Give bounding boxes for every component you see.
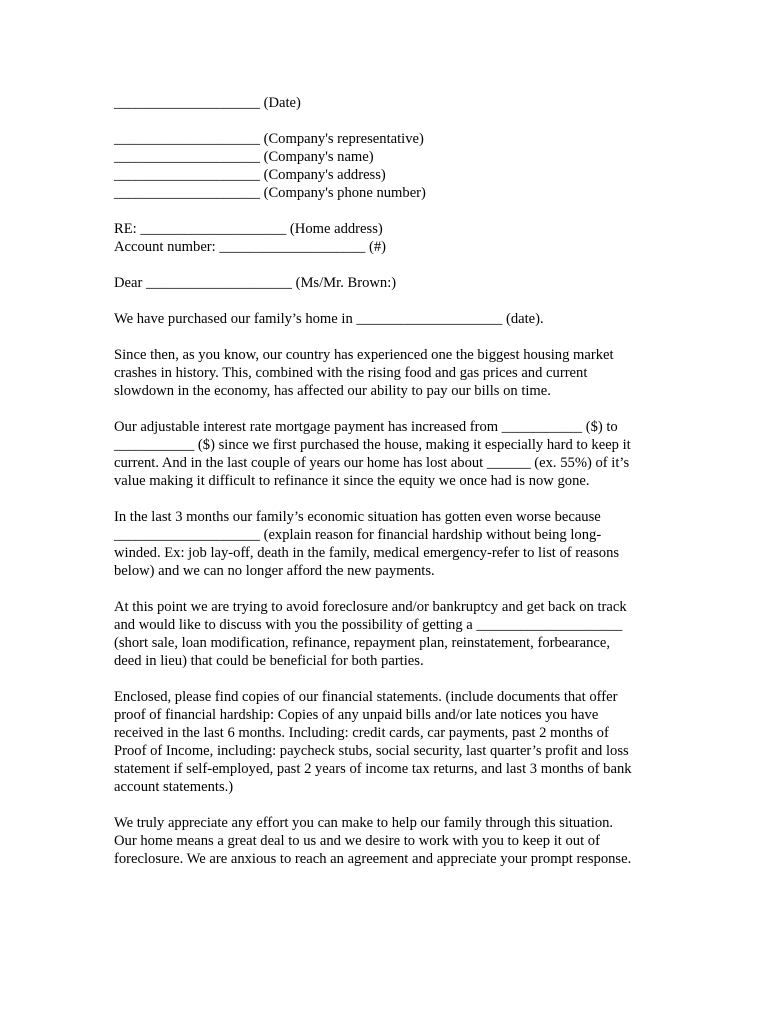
paragraph-enclosed-documents bbox=[114, 688, 659, 796]
paragraph-line: Our adjustable interest rate mortgage payment has increased from ___________ ($) to bbox=[114, 419, 618, 435]
paragraph-line: deed in lieu) that could be beneficial for both parties. bbox=[114, 653, 424, 669]
paragraph-line: Enclosed, please find copies of our financial statements. (include documents that offer bbox=[114, 689, 618, 705]
paragraph-line: foreclosure. We are anxious to reach an agreement and appreciate your prompt response. bbox=[114, 851, 632, 867]
paragraph-line: Since then, as you know, our country has experienced one the biggest housing market bbox=[114, 347, 614, 363]
paragraph-line: ___________ ($) since we first purchased the house, making it especially hard to keep it bbox=[114, 437, 631, 453]
paragraph-line: proof of financial hardship: Copies of any unpaid bills and/or late notices you have bbox=[114, 707, 599, 723]
paragraph-closing-appreciation bbox=[114, 814, 659, 868]
paragraph-line: At this point we are trying to avoid foreclosure and/or bankruptcy and get back on track bbox=[114, 599, 627, 615]
paragraph-line: Proof of Income, including: paycheck stubs, social security, last quarter’s profit and loss bbox=[114, 743, 629, 759]
letter-page bbox=[114, 94, 659, 868]
paragraph-mortgage-increase bbox=[114, 418, 659, 490]
paragraph-line: received in the last 6 months. Including: credit cards, car payments, past 2 months of bbox=[114, 725, 609, 741]
paragraph-line: (short sale, loan modification, refinance, repayment plan, reinstatement, forbearance, bbox=[114, 635, 610, 651]
paragraph-line: We have purchased our family’s home in ____________________ (date). bbox=[114, 311, 544, 327]
paragraph-financial-hardship bbox=[114, 508, 659, 580]
paragraph-housing-crash bbox=[114, 346, 659, 400]
paragraph-line: Our home means a great deal to us and we desire to work with you to keep it out of bbox=[114, 833, 600, 849]
paragraph-line: and would like to discuss with you the possibility of getting a ____________________ bbox=[114, 617, 623, 633]
re-home-address-line: RE: ____________________ (Home address) bbox=[114, 221, 383, 237]
paragraph-line: In the last 3 months our family’s economic situation has gotten even worse because bbox=[114, 509, 601, 525]
paragraph-line: statement if self-employed, past 2 years of income tax returns, and last 3 months of bank bbox=[114, 761, 632, 777]
company-phone-line: ____________________ (Company's phone number) bbox=[114, 185, 426, 201]
paragraph-avoid-foreclosure bbox=[114, 598, 659, 670]
paragraph-line: winded. Ex: job lay-off, death in the family, medical emergency-refer to list of reasons bbox=[114, 545, 620, 561]
paragraph-line: value making it difficult to refinance it since the equity we once had is now gone. bbox=[114, 473, 590, 489]
paragraph-line: account statements.) bbox=[114, 779, 234, 795]
account-number-line: Account number: ____________________ (#) bbox=[114, 239, 386, 255]
paragraph-line: slowdown in the economy, has affected our ability to pay our bills on time. bbox=[114, 383, 551, 399]
company-representative-line: ____________________ (Company's representative) bbox=[114, 131, 424, 147]
paragraph-line: below) and we can no longer afford the new payments. bbox=[114, 563, 435, 579]
paragraph-line: crashes in history. This, combined with the rising food and gas prices and current bbox=[114, 365, 588, 381]
company-name-line: ____________________ (Company's name) bbox=[114, 149, 374, 165]
paragraph-line: current. And in the last couple of years our home has lost about ______ (ex. 55%) of it’s bbox=[114, 455, 630, 471]
paragraph-purchase-date bbox=[114, 310, 659, 328]
paragraph-line: We truly appreciate any effort you can make to help our family through this situation. bbox=[114, 815, 614, 831]
paragraph-line: ____________________ (explain reason for financial hardship without being long- bbox=[114, 527, 602, 543]
company-address-line: ____________________ (Company's address) bbox=[114, 167, 386, 183]
date-line: ____________________ (Date) bbox=[114, 95, 301, 111]
salutation: Dear ____________________ (Ms/Mr. Brown:) bbox=[114, 275, 397, 291]
